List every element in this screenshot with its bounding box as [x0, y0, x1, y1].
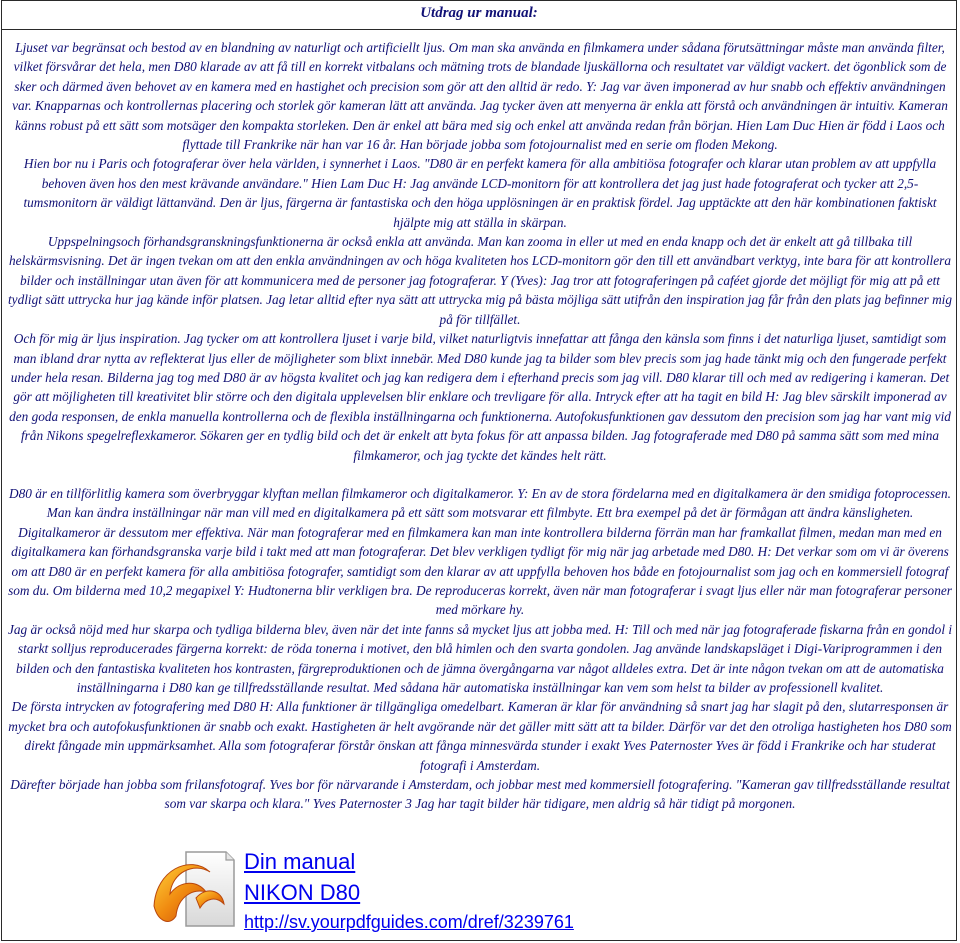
manual-excerpt [6, 38, 954, 814]
paragraph-8: Därefter började han jobba som frilansfotograf. Yves bor för närvarande i Amsterdam, och jobbar mest med kommersiell fotografering. "Kameran gav tillfredsställande resultat som var skarpa och klara." Yves Paternoster 3 Jag har tagit bilder här tidigare, men aldrig så här tidigt på morgonen. [10, 777, 950, 812]
pdf-icon [150, 846, 240, 934]
paragraph-2: Hien bor nu i Paris och fotograferar över hela världen, i synnerhet i Laos. "D80 är en perfekt kamera för alla ambitiösa fotografer och klarar utan problem av att uppfylla behoven även hos den mest krävande användare." Hien Lam Duc H: Jag använde LCD-monitorn för att kontrollera det jag just hade fotograferat och tycker att 2,5-tumsmonitorn är väldigt lättanvänd. Den är ljus, färgerna är fantastiska och den höga upplösningen är en praktisk fördel. Jag upptäckte att den här kombinationen faktiskt hjälpte mig att ställa in skärpan. [23, 156, 937, 230]
paragraph-5: D80 är en tillförlitlig kamera som överbryggar klyftan mellan filmkameror och digitalkameror. Y: En av de stora fördelarna med en digitalkamera är den smidiga fotoprocessen. Man kan ändra inställningar när man vill med en digitalkamera på ett sätt som motsvarar ett filmbyte. Ett bra exempel på det är förmågan att ändra känsligheten. Digitalkameror är dessutom mer effektiva. När man fotograferar med en filmkamera kan man inte kontrollera bilderna förrän man har framkallat filmen, medan man med en digitalkamera kan förhandsgranska varje bild i takt med att man fotograferar. Det blev verkligen tydligt för mig när jag arbetade med D80. H: Det verkar som om vi är överens om att D80 är en perfekt kamera för alla ambitiösa fotografer, samtidigt som den klarar av att uppfylla behoven hos både en fotojournalist som jag och en kommersiell fotograf som du. Om bilderna med 10,2 megapixel Y: Hudtonerna blir verkligen bra. De reproduceras korrekt, även när man fotograferar i svagt ljus eller när man fotograferar personer med mörkare hy. [8, 485, 952, 618]
guide-url-link[interactable]: http://sv.yourpdfguides.com/dref/3239761 [244, 912, 574, 932]
paragraph-3: Uppspelningsoch förhandsgranskningsfunktionerna är också enkla att använda. Man kan zooma in eller ut med en enda knapp och det är enkelt att gå tillbaka till helskärmsvisning. Det är ingen tvekan om att den enkla användningen av och höga kvaliteten hos LCD-monitorn gör den till ett användbart verktyg, inte bara för att kontrollera bilder och inställningar utan även för att kommunicera med de personer jag fotograferar. Y (Yves): Jag tror att fotograferingen på caféet gjorde det möjligt för mig att på ett tydligt sätt uttrycka hur jag kände inför platsen. Jag letar alltid efter nya sätt att uttrycka mig på bästa möjliga sätt utifrån den inspiration jag får från den plats jag befinner mig på för tillfället. [7, 234, 953, 327]
paragraph-4: Och för mig är ljus inspiration. Jag tycker om att kontrollera ljuset i varje bild, vilket naturligtvis innefattar att fånga den känsla som finns i det naturliga ljuset, samtidigt som man ibland drar nytta av reflekterat ljus eller de möjligheter som blixt innebär. Med D80 kunde jag ta bilder som blev precis som jag hade tänkt mig och den fungerade perfekt under hela resan. Bilderna jag tog med D80 är av högsta kvalitet och jag kan redigera dem i efterhand precis som jag vill. D80 klarar till och med av redigering i kameran. Det gör att möjligheten till kreativitet blir större och den digitala upplevelsen blir enklare och trevligare för alla. Intryck efter att ha tagit en bild H: Jag blev särskilt imponerad av den goda responsen, de enkla manuella kontrollerna och de flexibla inställningarna och funktionerna. Autofokusfunktionen gav dessutom den precision som jag har vant mig vid från Nikons spegelreflexkameror. Sökaren ger en tydlig bild och det är enkelt att byta fokus för att anpassa bilden. Jag fotograferade med D80 på samma sätt som med mina filmkameror, och jag tyckte det kändes helt rätt. [9, 331, 951, 463]
footer [150, 842, 750, 938]
footer-links [244, 846, 574, 934]
product-link[interactable]: NIKON D80 [244, 880, 361, 905]
paragraph-6: Jag är också nöjd med hur skarpa och tydliga bilderna blev, även när det inte fanns så mycket ljus att jobba med. H: Till och med när jag fotograferade fiskarna från en gondol i starkt solljus reproducerades färgerna korrekt: de röda tonerna i motivet, den blå himlen och den svarta gondolen. Jag använde landskapsläget i Digi-Variprogrammen i den bilden och den fantastiska kvaliteten hos kontrasten, färgreproduktionen och de jämna övergångarna var något alldeles extra. Det är inte någon tvekan om att de automatiska inställningarna i D80 kan ge tillfredsställande resultat. Med sådana här automatiska inställningar kan vem som helst ta bilder av professionell kvalitet. [7, 621, 953, 695]
paragraph-1: Ljuset var begränsat och bestod av en blandning av naturligt och artificiellt ljus. Om man ska använda en filmkamera under sådana förutsättningar måste man använda filter, vilket försvårar det hela, men D80 klarade av att få till en korrekt vitbalans och mätning trots de blandade ljuskällorna och resultatet var väldigt vackert. det ögonblick som de sker och därmed även behovet av en kamera med en hastighet och precision som gör att den alltid är redo. Y: Jag var även imponerad av hur snabb och effektiv användningen var. Knapparnas och kontrollernas placering och storlek gör kameran lätt att använda. Jag tycker även att menyerna är enkla att förstå och användningen är intuitiv. Kameran känns robust på ett sätt som motsäger den kompakta storleken. Den är enkel att bära med sig och enkel att använda redan från början. Hien Lam Duc Hien är född i Laos och flyttade till Frankrike när han var 16 år. Han började jobba som fotojournalist med en serie om floden Mekong. [12, 40, 948, 153]
manual-link[interactable]: Din manual [244, 849, 356, 874]
paragraph-7: De första intrycken av fotografering med D80 H: Alla funktioner är tillgängliga omedelbart. Kameran är klar för användning så snart jag har slagit på den, slutarresponsen är mycket bra och autofokusfunktionen är snabb och exakt. Hastigheten är helt avgörande när det gäller mitt sätt att ta bilder. Därför var det den otroliga hastigheten hos D80 som direkt fångade min uppmärksamhet. Alla som fotograferar förstår önskan att fånga minnesvärda stunder i exakt Yves Paternoster Yves är född i Frankrike och har studerat fotografi i Amsterdam. [8, 699, 952, 773]
page-title: Utdrag ur manual: [2, 1, 956, 30]
